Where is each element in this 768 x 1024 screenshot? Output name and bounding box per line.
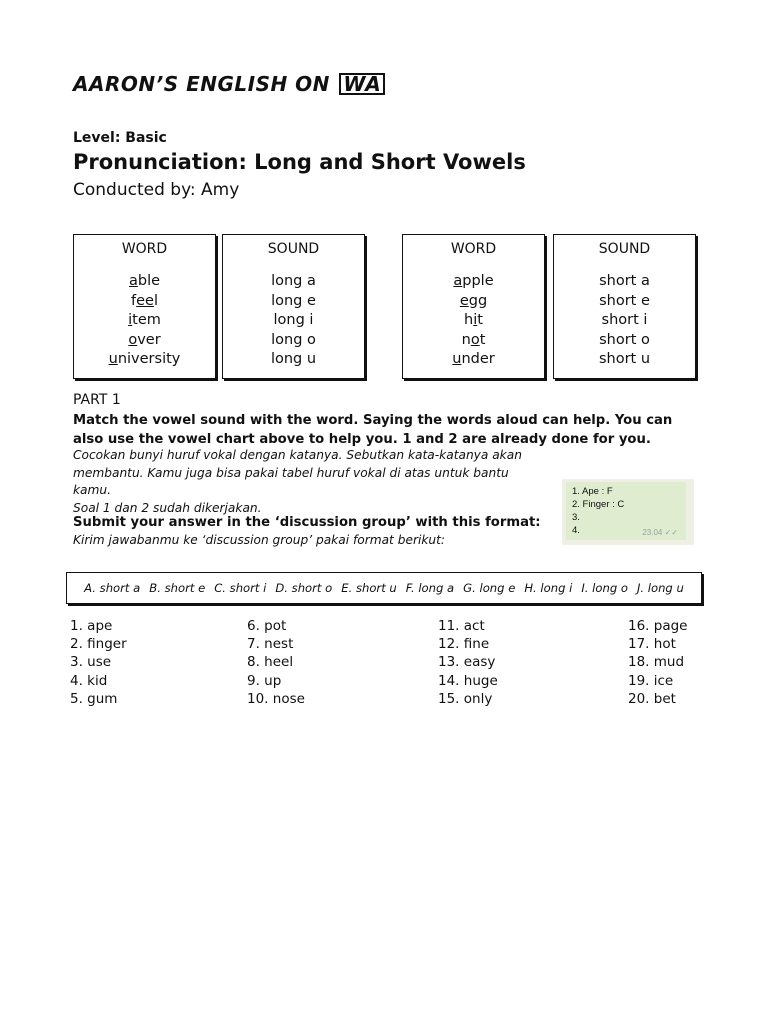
brand-text: AARON’S ENGLISH ON <box>73 72 330 96</box>
question-item: 12. fine <box>438 636 490 653</box>
chat-example-screenshot <box>562 479 694 545</box>
question-item: 5. gum <box>70 690 118 707</box>
question-column <box>247 617 305 708</box>
question-item: 9. up <box>247 672 282 689</box>
instruction-line: Cocokan bunyi huruf vokal dengan katanya. Sebutkan kata-katanya akan <box>73 448 522 462</box>
brand-wa-box: WA <box>339 73 385 95</box>
word-row: feel <box>131 292 158 309</box>
option-item: F. long a <box>405 581 455 595</box>
word-row: able <box>128 273 161 289</box>
option-item: G. long e <box>463 581 516 595</box>
option-item: A. short a <box>84 581 141 595</box>
question-item: 4. kid <box>70 672 108 689</box>
submit-instructions: Submit your answer in the ‘discussion group’ with this format: <box>73 515 541 530</box>
question-item: 19. ice <box>628 672 674 689</box>
word-row: not <box>461 331 486 348</box>
level-label: Level: Basic <box>73 130 167 146</box>
question-item: 20. bet <box>628 690 676 707</box>
word-row: over <box>128 331 161 348</box>
conducted-by: Conducted by: Amy <box>73 180 240 200</box>
word-header: WORD <box>121 241 168 257</box>
sound-row: short e <box>599 292 650 309</box>
submit-instructions-indonesian: Kirim jawabanmu ke ‘discussion group’ pakai format berikut: <box>73 533 446 547</box>
question-item: 7. nest <box>247 636 294 653</box>
question-item: 3. use <box>70 654 112 671</box>
question-column <box>628 617 687 708</box>
option-item: H. long i <box>524 581 573 595</box>
option-item: D. short o <box>275 581 333 595</box>
question-item: 13. easy <box>438 654 496 671</box>
chat-timestamp: 23.04 ✓✓ <box>642 528 678 537</box>
question-item: 1. ape <box>70 618 113 634</box>
question-column <box>70 617 127 708</box>
long-word-table <box>73 234 216 379</box>
short-sound-table <box>553 234 696 379</box>
option-item: B. short e <box>149 581 206 595</box>
sound-row: short o <box>599 331 650 348</box>
sound-row: short a <box>599 273 650 289</box>
chat-bubble <box>566 482 686 540</box>
word-row: item <box>128 312 161 329</box>
word-header: WORD <box>450 241 497 257</box>
sound-row: long o <box>271 331 316 348</box>
question-item: 10. nose <box>247 690 305 707</box>
question-item: 2. finger <box>70 636 127 653</box>
sound-row: long e <box>271 292 316 309</box>
option-item: I. long o <box>581 581 628 595</box>
word-row: university <box>108 351 181 368</box>
sound-row: long u <box>270 351 317 368</box>
short-word-table <box>402 234 545 379</box>
sound-row: long i <box>273 312 314 329</box>
word-row: hit <box>464 312 483 329</box>
part1-instructions: Match the vowel sound with the word. Saying the words aloud can help. You can also use the vowel chart above to help you. 1 and 2 are already done for you. <box>73 413 673 447</box>
question-item: 14. huge <box>438 672 498 689</box>
chat-line: 1. Ape : F <box>572 486 613 497</box>
long-sound-table <box>222 234 365 379</box>
word-row: apple <box>453 273 494 289</box>
question-item: 18. mud <box>628 654 685 671</box>
part1-heading: PART 1 <box>73 392 121 408</box>
sound-header: SOUND <box>598 241 651 257</box>
sound-row: long a <box>271 273 316 289</box>
question-item: 15. only <box>438 690 493 707</box>
word-row: egg <box>459 292 488 309</box>
option-item: J. long u <box>636 581 684 595</box>
sound-row: short u <box>598 351 651 368</box>
question-column <box>438 617 498 708</box>
question-item: 11. act <box>438 618 485 634</box>
sound-header: SOUND <box>267 241 320 257</box>
option-item: E. short u <box>341 581 397 595</box>
answer-options-box <box>66 572 702 604</box>
brand-title <box>73 72 385 96</box>
page-title: Pronunciation: Long and Short Vowels <box>73 150 526 174</box>
question-item: 17. hot <box>628 636 676 653</box>
part1-instructions-indonesian <box>73 447 543 517</box>
question-item: 16. page <box>628 618 688 634</box>
instruction-line: membantu. Kamu juga bisa pakai tabel huruf vokal di atas untuk bantu kamu. <box>73 465 509 497</box>
sound-row: short i <box>601 312 648 329</box>
word-row: under <box>452 351 495 368</box>
chat-line: 4. <box>572 525 580 536</box>
question-item: 8. heel <box>247 654 294 671</box>
chat-line: 3. <box>572 512 580 523</box>
option-item: C. short i <box>214 581 267 595</box>
chat-line: 2. Finger : C <box>572 499 625 510</box>
instruction-line: Soal 1 dan 2 sudah dikerjakan. <box>73 500 262 515</box>
question-item: 6. pot <box>247 618 287 634</box>
